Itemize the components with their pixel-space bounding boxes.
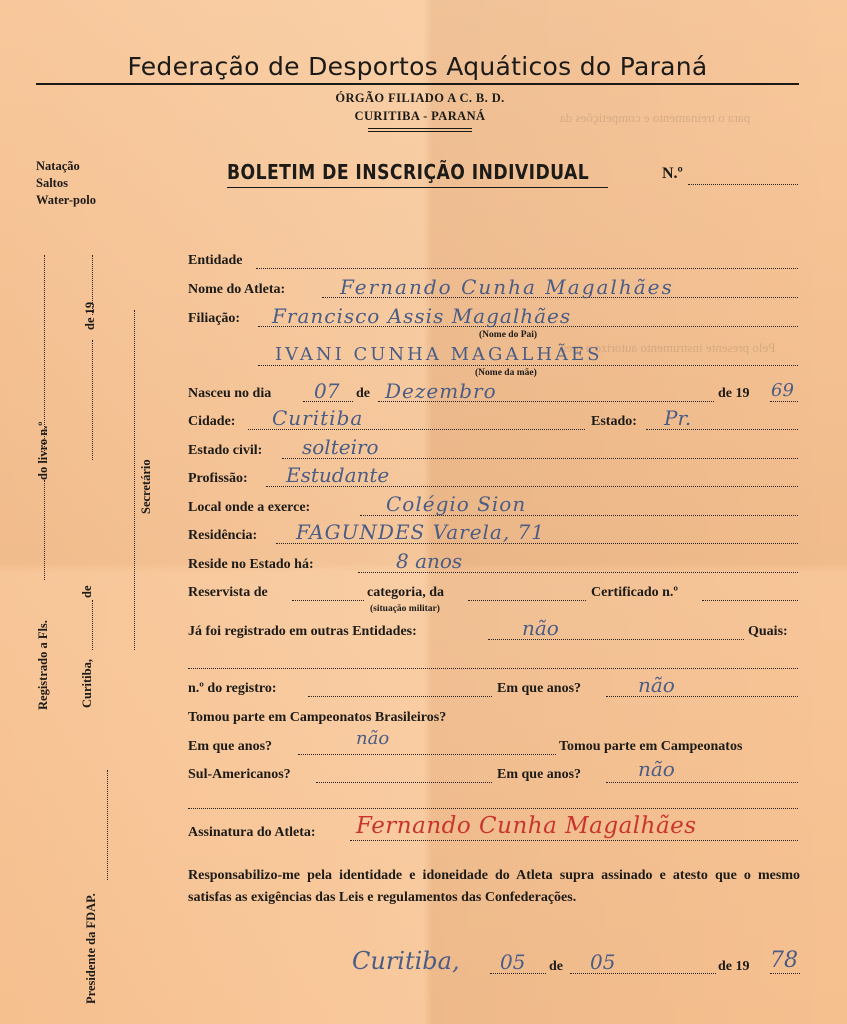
federation-title: Federação de Desportos Aquáticos do Paraná <box>127 52 708 81</box>
em-que-anos-label-1: Em que anos? <box>497 681 582 696</box>
ja-foi-label: Já foi registrado em outras Entidades: <box>188 624 417 639</box>
cidade-label: Cidade: <box>188 414 236 429</box>
em-que-anos-field-1[interactable] <box>606 696 798 697</box>
affiliation-line: ÓRGÃO FILIADO A C. B. D. <box>335 91 505 105</box>
margin-registrado: Registrado a Fls. <box>36 620 50 710</box>
cidade-value: Curitiba <box>272 406 364 430</box>
margin-dotted-line <box>92 600 93 650</box>
margin-do-livro: do livro n.º <box>36 421 50 480</box>
ja-foi-value: não <box>522 616 559 640</box>
sul-americanos-label: Sul-Americanos? <box>188 767 291 782</box>
margin-curitiba: Curitiba, <box>80 659 94 708</box>
sport-waterpolo: Water-polo <box>36 193 96 207</box>
city-underline-2 <box>368 131 472 132</box>
quais-label: Quais: <box>748 624 788 639</box>
bleed-through-text: para o treinamento e competições da <box>560 110 751 125</box>
date-year-value: 78 <box>770 948 798 973</box>
entidade-label: Entidade <box>188 253 243 268</box>
tomou-campeonatos-label: Tomou parte em Campeonatos <box>559 739 743 754</box>
em-que-anos-field-2[interactable] <box>298 754 556 755</box>
certificado-field[interactable] <box>702 600 798 601</box>
nasceu-ano-label: de 19 <box>718 386 750 401</box>
profissao-label: Profissão: <box>188 471 248 486</box>
margin-dotted-line <box>92 340 93 460</box>
city-underline <box>368 128 472 129</box>
date-year-field[interactable] <box>770 973 800 974</box>
number-field[interactable] <box>688 184 798 185</box>
profissao-value: Estudante <box>286 463 390 487</box>
entidade-field[interactable] <box>256 268 798 269</box>
mae-value: IVANI CUNHA MAGALHÃES <box>275 344 603 365</box>
sport-saltos: Saltos <box>36 176 68 190</box>
nome-pai-caption: (Nome do Pai) <box>479 330 538 340</box>
em-que-anos-label-3: Em que anos? <box>497 767 582 782</box>
residencia-value: FAGUNDES Varela, 71 <box>296 520 546 544</box>
certificado-label: Certificado n.º <box>591 585 679 600</box>
pai-value: Francisco Assis Magalhães <box>272 304 572 328</box>
form-title-underline <box>227 187 608 188</box>
categoria-field[interactable] <box>468 600 586 601</box>
title-underline <box>36 83 799 85</box>
reservista-label: Reservista de <box>188 585 268 600</box>
nome-label: Nome do Atleta: <box>188 282 286 297</box>
margin-dotted-line <box>44 480 45 580</box>
estado-civil-label: Estado civil: <box>188 443 263 458</box>
local-label: Local onde a exerce: <box>188 500 311 515</box>
date-day-value: 05 <box>500 950 526 974</box>
reservista-field[interactable] <box>292 600 364 601</box>
em-que-anos-field-3[interactable] <box>606 782 798 783</box>
bleed-through-text: Pelo presente instrumento autorizo a meu <box>560 340 776 355</box>
quais-field[interactable] <box>188 668 798 669</box>
assinatura-label: Assinatura do Atleta: <box>188 825 316 840</box>
margin-de-19: de 19 <box>83 301 97 330</box>
extra-field[interactable] <box>188 808 798 809</box>
em-que-anos-value-2: não <box>356 728 390 749</box>
reside-value: 8 anos <box>396 549 463 573</box>
sport-natacao: Natação <box>36 159 80 173</box>
reside-label: Reside no Estado há: <box>188 557 314 572</box>
date-de-label: de <box>549 959 563 974</box>
em-que-anos-label-2: Em que anos? <box>188 739 273 754</box>
nasceu-label: Nasceu no dia <box>188 386 272 401</box>
mes-value: Dezembro <box>385 379 497 403</box>
estado-value: Pr. <box>664 406 692 430</box>
assinatura-field[interactable] <box>350 840 798 841</box>
city-line: CURITIBA - PARANÁ <box>354 109 486 123</box>
athlete-signature: Fernando Cunha Magalhães <box>356 813 697 839</box>
tomou-brasileiros-label: Tomou parte em Campeonatos Brasileiros? <box>188 710 447 725</box>
number-label: N.º <box>662 165 683 182</box>
margin-presidente: Presidente da FDAP. <box>84 893 98 1004</box>
estado-label: Estado: <box>591 414 637 429</box>
nasceu-de-label: de <box>356 386 370 401</box>
date-place-value: Curitiba, <box>352 947 460 975</box>
nome-value: Fernando Cunha Magalhães <box>340 275 674 299</box>
filiacao-label: Filiação: <box>188 311 241 326</box>
margin-de: de <box>80 585 94 598</box>
margin-secretario: Secretário <box>139 459 153 514</box>
margin-dotted-line <box>134 310 135 650</box>
form-title: BOLETIM DE INSCRIÇÃO INDIVIDUAL <box>227 160 590 184</box>
responsibility-statement: Responsabilizo-me pela identidade e idoneidade do Atleta supra assinado e atesto que o mesmo satisfas as exigências das Leis e regulamentos das Confederações. <box>188 868 800 905</box>
margin-dotted-line <box>107 770 108 880</box>
categoria-label: categoria, da <box>367 585 444 600</box>
local-value: Colégio Sion <box>386 492 527 516</box>
n-registro-field[interactable] <box>308 696 492 697</box>
ano-value: 69 <box>771 380 794 401</box>
situacao-caption: (situação militar) <box>370 604 440 614</box>
date-year-label: de 19 <box>718 959 750 974</box>
n-registro-label: n.º do registro: <box>188 681 277 696</box>
residencia-label: Residência: <box>188 528 258 543</box>
estado-civil-value: solteiro <box>302 435 379 459</box>
sports-list <box>36 158 96 209</box>
nome-mae-caption: (Nome da mãe) <box>475 368 537 378</box>
sul-americanos-field[interactable] <box>316 782 492 783</box>
em-que-anos-value-3: não <box>638 757 675 781</box>
em-que-anos-value-1: não <box>638 673 675 697</box>
date-month-value: 05 <box>590 950 616 974</box>
dia-value: 07 <box>314 379 340 403</box>
